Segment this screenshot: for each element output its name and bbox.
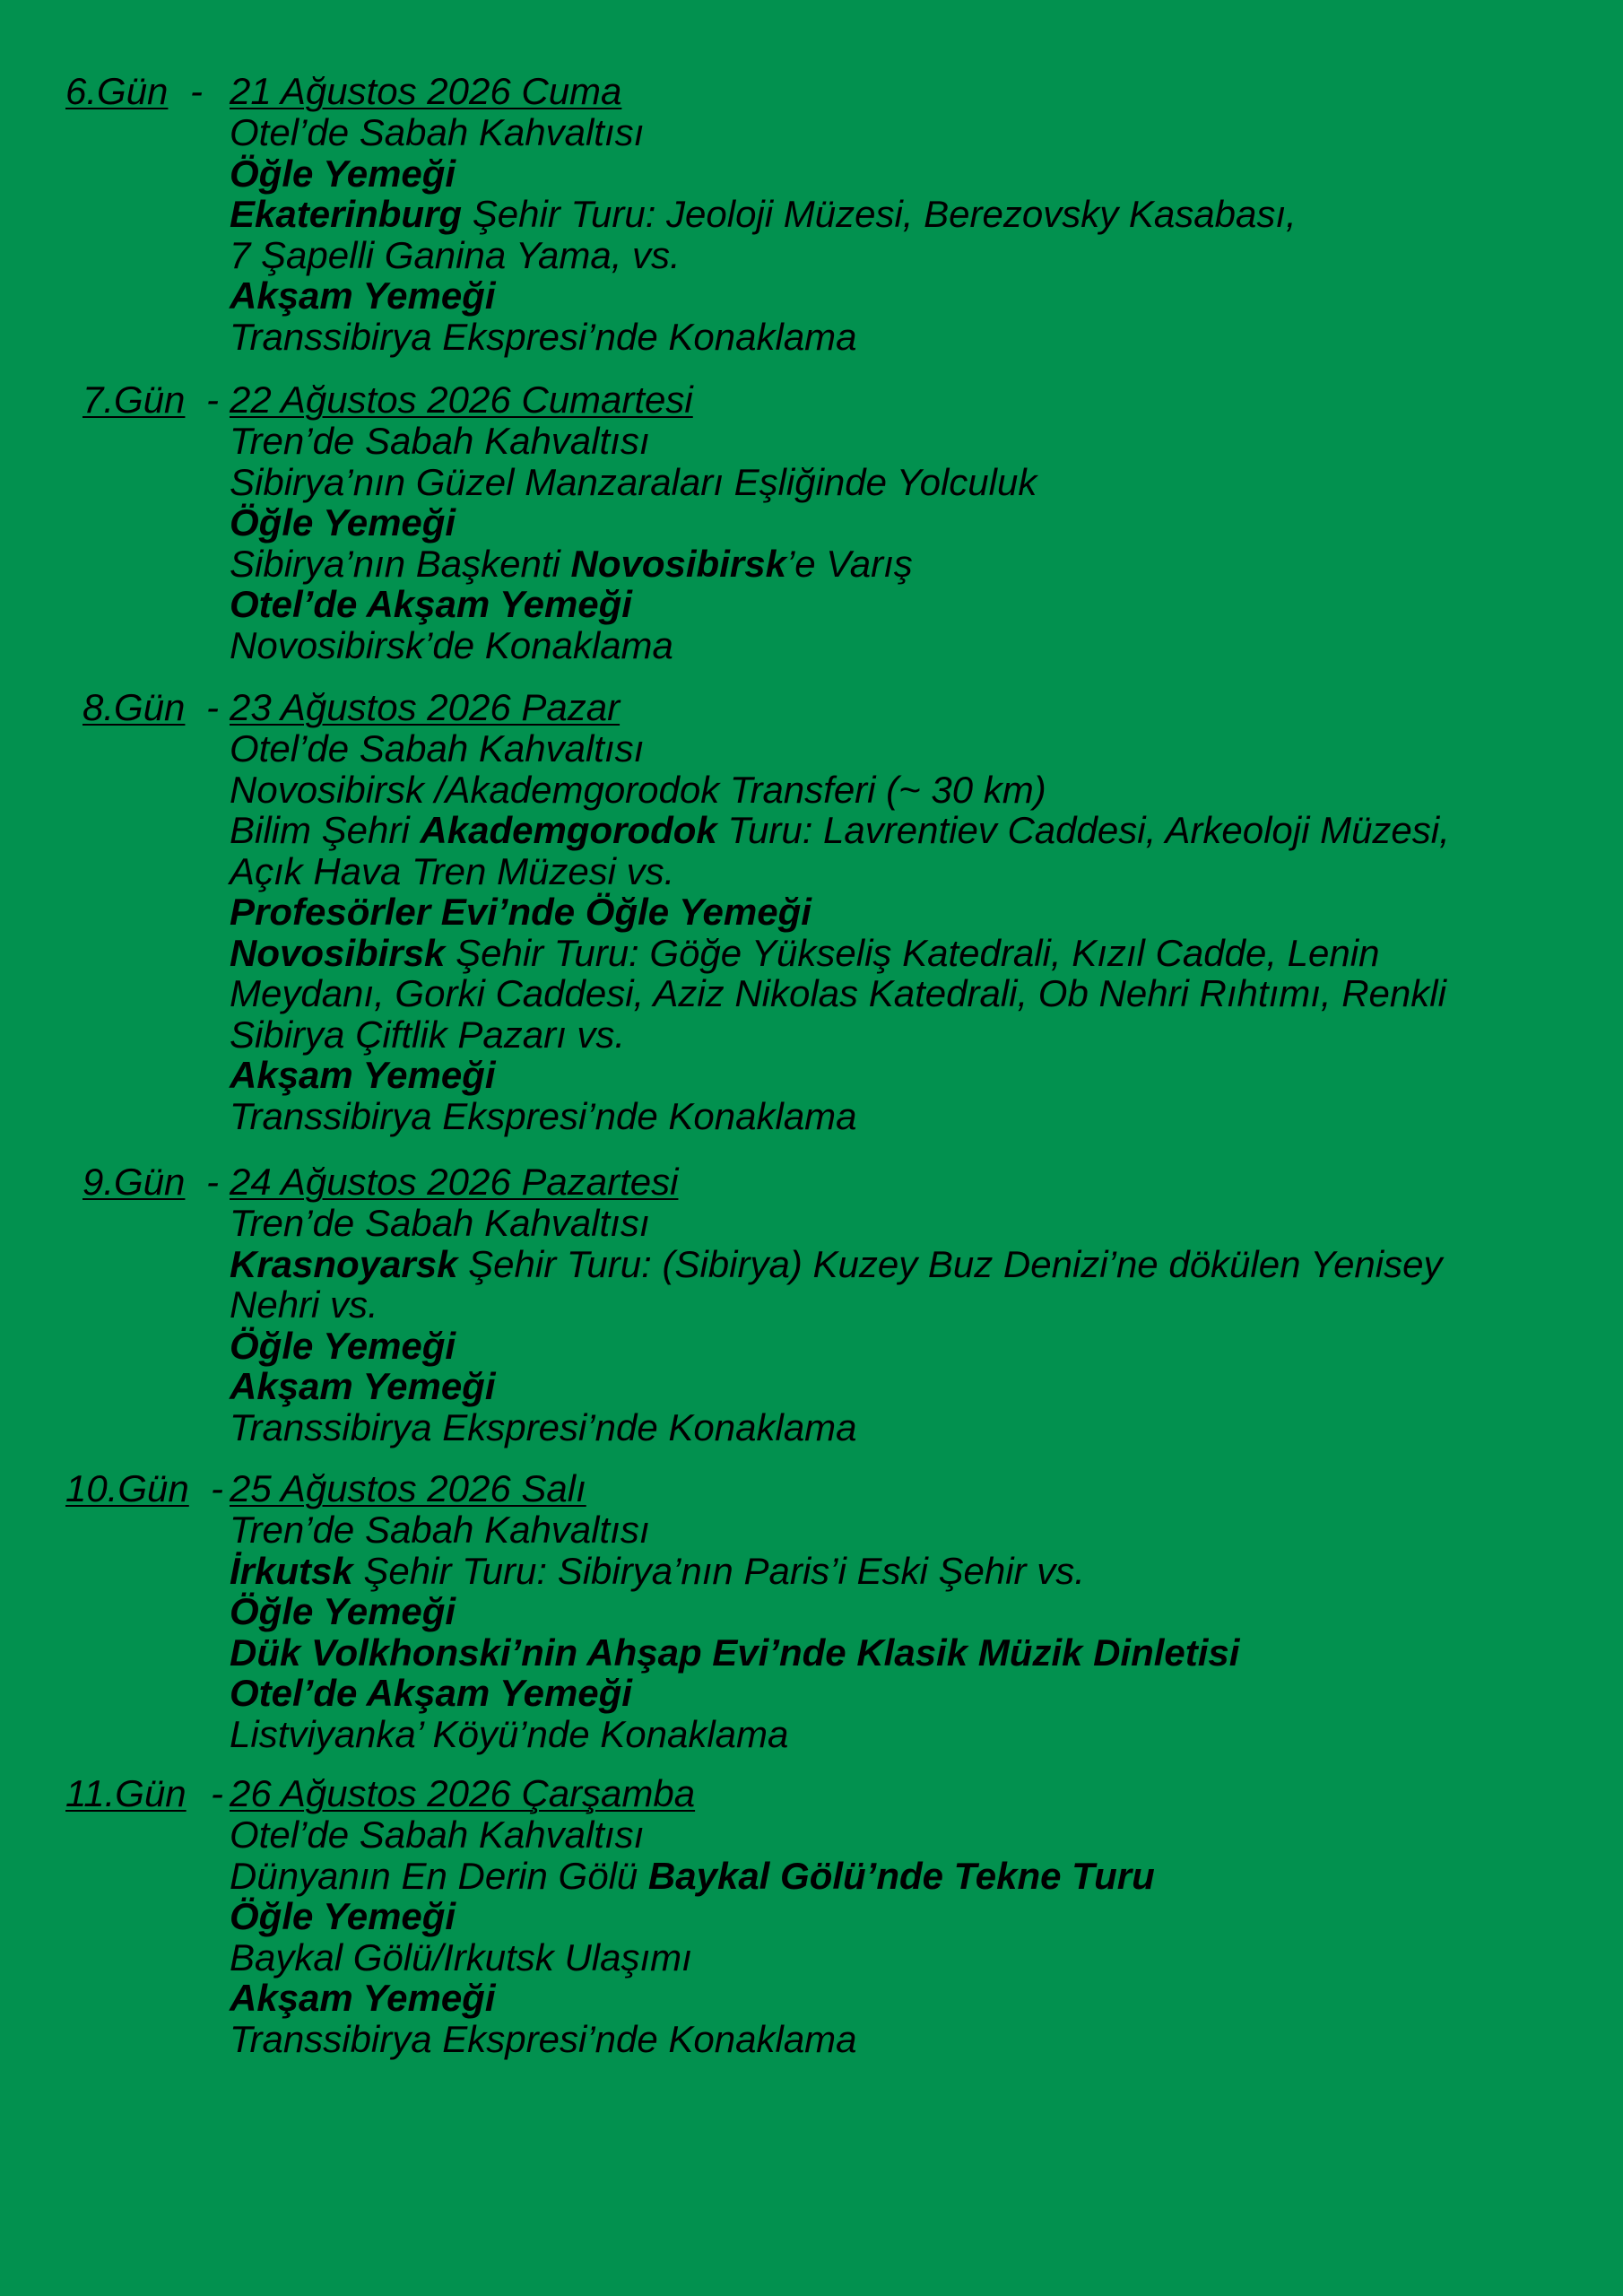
highlight-text: Akademgorodok (420, 809, 717, 851)
line-text: Sibirya Çiftlik Pazarı vs. (230, 1013, 626, 1056)
program-line (230, 421, 1593, 462)
program-line (230, 973, 1593, 1014)
highlight-text: Akşam Yemeği (230, 1054, 496, 1096)
day-dash: - (206, 1161, 219, 1203)
day-date: 25 Ağustos 2026 Salı (230, 1467, 586, 1509)
highlight-text: Profesörler Evi’nde Öğle Yemeği (230, 891, 812, 933)
line-text: Meydanı, Gorki Caddesi, Aziz Nikolas Katedrali, Ob Nehri Rıhtımı, Renkli (230, 972, 1446, 1014)
line-text: Şehir Turu: Sibirya’nın Paris’i Eski Şehir vs. (352, 1549, 1085, 1592)
line-text: ’e Varış (785, 542, 913, 585)
day-number: 10.Gün (65, 1467, 189, 1509)
program-line (230, 851, 1593, 892)
line-text: Novosibirsk’de Konaklama (230, 623, 673, 666)
line-text: Otel’de Sabah Kahvaltısı (230, 727, 645, 770)
program-line (230, 544, 1593, 585)
highlight-text: Akşam Yemeği (230, 1365, 496, 1407)
highlight-text: Akşam Yemeği (230, 274, 496, 317)
program-line (230, 275, 1593, 317)
program-line (230, 584, 1593, 625)
highlight-text: Dük Volkhonski’nin Ahşap Evi’nde Klasik Müzik Dinletisi (230, 1631, 1240, 1674)
program-line (230, 112, 1593, 153)
program-line (230, 1937, 1593, 1979)
line-text: Transsibirya Ekspresi’nde Konaklama (230, 315, 857, 358)
program-line (230, 1244, 1593, 1285)
program-line (230, 194, 1593, 235)
day-date: 21 Ağustos 2026 Cuma (230, 70, 622, 112)
highlight-text: Otel’de Akşam Yemeği (230, 1672, 632, 1714)
day-dash: - (211, 1467, 223, 1509)
program-line (230, 728, 1593, 770)
line-text: Şehir Turu: Göğe Yükseliş Katedrali, Kızıl Cadde, Lenin (445, 931, 1380, 974)
day-date: 26 Ağustos 2026 Çarşamba (230, 1772, 696, 1814)
highlight-text: İrkutsk (230, 1549, 353, 1592)
day-program (230, 1203, 1593, 1448)
program-line (230, 625, 1593, 666)
program-line (230, 933, 1593, 974)
program-line (230, 1055, 1593, 1096)
day-program (230, 421, 1593, 665)
highlight-text: Otel’de Akşam Yemeği (230, 583, 632, 625)
line-text: Şehir Turu: Jeoloji Müzesi, Berezovsky Kasabası, (462, 193, 1297, 235)
highlight-text: Öğle Yemeği (230, 1895, 456, 1937)
line-text: Baykal Gölü/Irkutsk Ulaşımı (230, 1935, 692, 1979)
program-line (230, 235, 1593, 276)
line-text: Transsibirya Ekspresi’nde Konaklama (230, 1405, 857, 1448)
line-text: Sibirya’nın Güzel Manzaraları Eşliğinde Yolculuk (230, 460, 1037, 503)
line-text: Novosibirsk /Akademgorodok Transferi (~ 30 km) (230, 768, 1046, 811)
highlight-text: Akşam Yemeği (230, 1977, 496, 2019)
line-text: Tren’de Sabah Kahvaltısı (230, 1509, 650, 1551)
line-text: Tren’de Sabah Kahvaltısı (230, 420, 650, 462)
line-text: Şehir Turu: (Sibirya) Kuzey Buz Denizi’ne dökülen Yenisey (457, 1242, 1443, 1285)
highlight-text: Baykal Gölü’nde Tekne Turu (647, 1854, 1155, 1897)
line-text: Otel’de Sabah Kahvaltısı (230, 111, 645, 153)
program-line (230, 1284, 1593, 1326)
day-number: 8.Gün (82, 686, 186, 728)
line-text: Turu: Lavrentiev Caddesi, Arkeoloji Müzesi, (716, 809, 1450, 851)
day-dash: - (206, 378, 219, 421)
program-line (230, 1509, 1593, 1551)
day-number: 6.Gün (65, 70, 169, 112)
program-line (230, 1714, 1593, 1755)
day-number: 11.Gün (65, 1772, 187, 1814)
program-line (230, 1632, 1593, 1674)
program-line (230, 1591, 1593, 1632)
line-text: Nehri vs. (230, 1283, 378, 1326)
program-line (230, 1978, 1593, 2019)
line-text: Transsibirya Ekspresi’nde Konaklama (230, 1094, 857, 1137)
program-line (230, 1096, 1593, 1137)
highlight-text: Novosibirsk (230, 931, 446, 974)
program-line (230, 1896, 1593, 1937)
day-program (230, 728, 1593, 1136)
program-line (230, 462, 1593, 503)
program-line (230, 1366, 1593, 1407)
program-line (230, 891, 1593, 933)
program-line (230, 1014, 1593, 1056)
line-text: Transsibirya Ekspresi’nde Konaklama (230, 2017, 857, 2060)
highlight-text: Öğle Yemeği (230, 152, 456, 195)
program-line (230, 1326, 1593, 1367)
line-text: 7 Şapelli Ganina Yama, vs. (230, 233, 681, 276)
program-line (230, 1814, 1593, 1856)
line-text: Tren’de Sabah Kahvaltısı (230, 1202, 650, 1244)
day-date: 24 Ağustos 2026 Pazartesi (230, 1161, 679, 1203)
line-text: Otel’de Sabah Kahvaltısı (230, 1813, 645, 1856)
program-line (230, 810, 1593, 851)
program-line (230, 1856, 1593, 1897)
program-line (230, 2019, 1593, 2060)
highlight-text: Krasnoyarsk (230, 1242, 458, 1285)
day-dash: - (190, 70, 203, 112)
program-line (230, 317, 1593, 358)
line-text: Dünyanın En Derin Gölü (230, 1854, 648, 1897)
line-text: Sibirya’nın Başkenti (230, 542, 571, 585)
line-text: Bilim Şehri (230, 809, 421, 851)
day-number: 9.Gün (82, 1161, 186, 1203)
highlight-text: Novosibirsk (570, 542, 786, 585)
highlight-text: Öğle Yemeği (230, 501, 456, 544)
program-line (230, 1203, 1593, 1244)
line-text: Listviyanka’ Köyü’nde Konaklama (230, 1712, 789, 1755)
program-line (230, 502, 1593, 544)
day-dash: - (206, 686, 219, 728)
program-line (230, 1407, 1593, 1448)
day-program (230, 1814, 1593, 2059)
highlight-text: Öğle Yemeği (230, 1324, 456, 1367)
highlight-text: Öğle Yemeği (230, 1590, 456, 1632)
day-program (230, 112, 1593, 357)
day-program (230, 1509, 1593, 1754)
day-number: 7.Gün (82, 378, 186, 421)
program-line (230, 1673, 1593, 1714)
day-date: 23 Ağustos 2026 Pazar (230, 686, 621, 728)
program-line (230, 153, 1593, 195)
day-dash: - (211, 1772, 223, 1814)
day-date: 22 Ağustos 2026 Cumartesi (230, 378, 693, 421)
program-line (230, 770, 1593, 811)
highlight-text: Ekaterinburg (230, 193, 463, 235)
line-text: Açık Hava Tren Müzesi vs. (230, 849, 675, 892)
program-line (230, 1551, 1593, 1592)
